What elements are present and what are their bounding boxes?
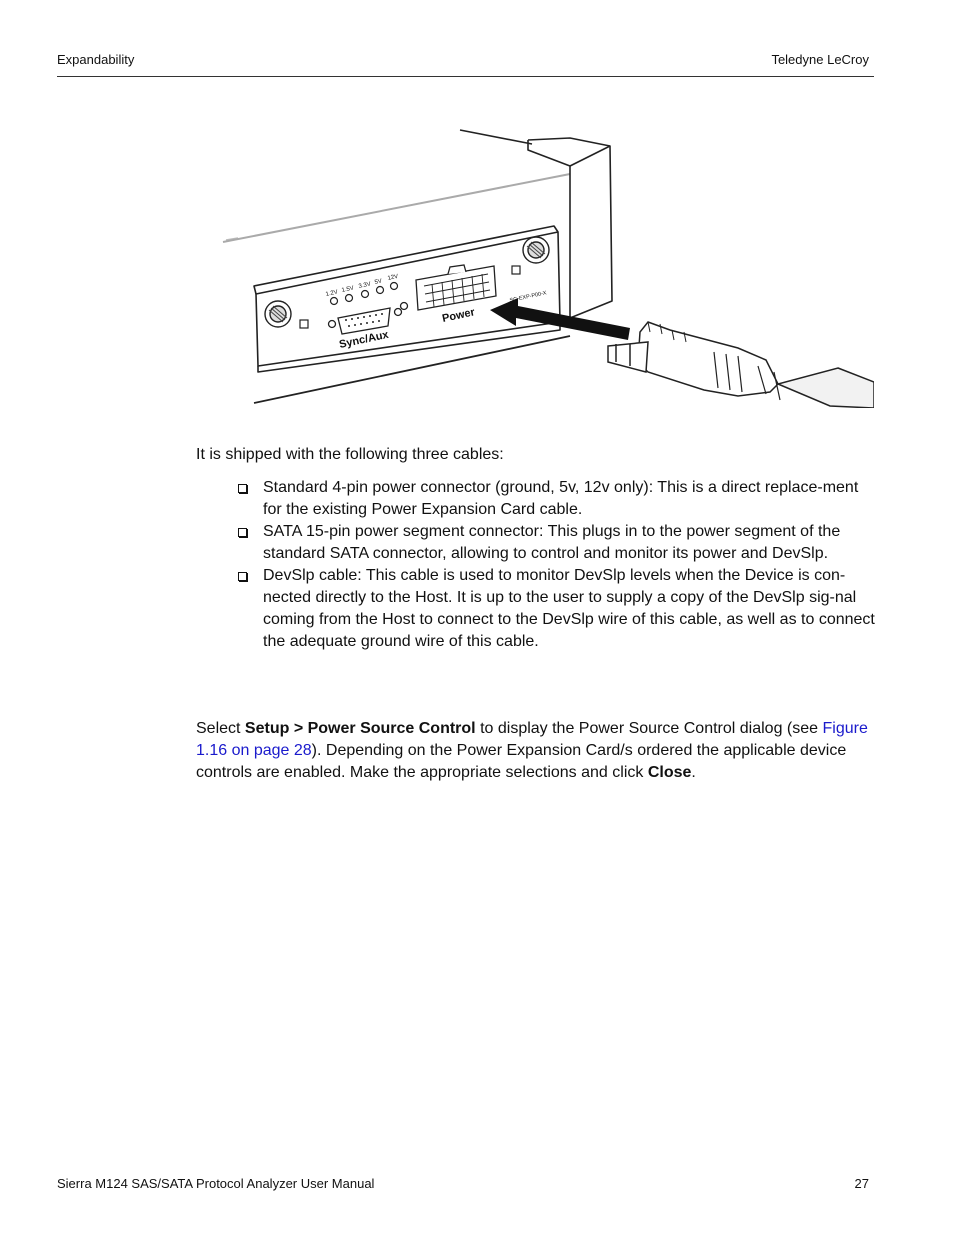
sync-aux-label: Sync/Aux (338, 328, 390, 351)
part-number-label: SC-EXP-P00-X (509, 290, 548, 304)
led-label-12v: 12V (387, 273, 399, 282)
para-text: ). Depending on the Power Expansion Card/s ordered the applicable device controls are enabled. Make the appropriate selections and click (196, 742, 847, 781)
power-connector (401, 265, 497, 310)
power-expansion-card-figure (218, 126, 874, 408)
status-light-right (512, 266, 520, 274)
bullet-box-icon (238, 484, 247, 493)
para-text: Select (196, 720, 245, 737)
page-number: 27 (854, 1176, 869, 1191)
cable-list (236, 477, 878, 653)
led-label-3-3v: 3.3V (358, 281, 372, 290)
header-company: Teledyne LeCroy (771, 52, 869, 67)
power-cable-plug (608, 322, 874, 408)
list-item-text: Standard 4-pin power connector (ground, 5v, 12v only): This is a direct replace-ment for the existing Power Expansion Card cable. (263, 479, 859, 518)
figure-reference-link[interactable]: Figure 1.16 on page 28 (196, 720, 868, 759)
power-label: Power (441, 306, 476, 325)
header-section-title: Expandability (57, 52, 135, 67)
list-item-text: SATA 15-pin power segment connector: This plugs in to the power segment of the standard SATA connector, allowing to control and monitor its power and DevSlp. (263, 523, 841, 562)
right-screw-icon (523, 237, 549, 263)
led-label-1-5v: 1.5V (341, 285, 355, 294)
list-item (236, 477, 878, 521)
led-label-1-2v: 1.2V (325, 289, 339, 298)
left-screw-icon (265, 301, 291, 327)
header-rule (57, 76, 874, 77)
para-text: to display the Power Source Control dialog (see (475, 720, 823, 737)
status-light-left (300, 320, 308, 328)
menu-path: Setup > Power Source Control (244, 720, 476, 737)
intro-text: It is shipped with the following three cables: (196, 446, 504, 463)
bullet-box-icon (238, 572, 247, 581)
list-item (236, 521, 878, 565)
bullet-box-icon (238, 528, 247, 537)
close-keyword: Close (647, 764, 692, 781)
footer-manual-title: Sierra M124 SAS/SATA Protocol Analyzer User Manual (57, 1176, 375, 1191)
list-item-text: DevSlp cable: This cable is used to monitor DevSlp levels when the Device is con-nected directly to the Host. It is up to the user to supply a copy of the DevSlp sig-nal coming from the Host to connect to the DevSlp wire of this cable, as well as to connect the adequate ground wire of this cable. (263, 567, 875, 650)
sync-aux-connector (329, 308, 402, 334)
instructions-paragraph (196, 718, 876, 784)
led-label-5v: 5V (374, 278, 383, 286)
list-item (236, 565, 878, 653)
para-text: . (691, 764, 696, 781)
